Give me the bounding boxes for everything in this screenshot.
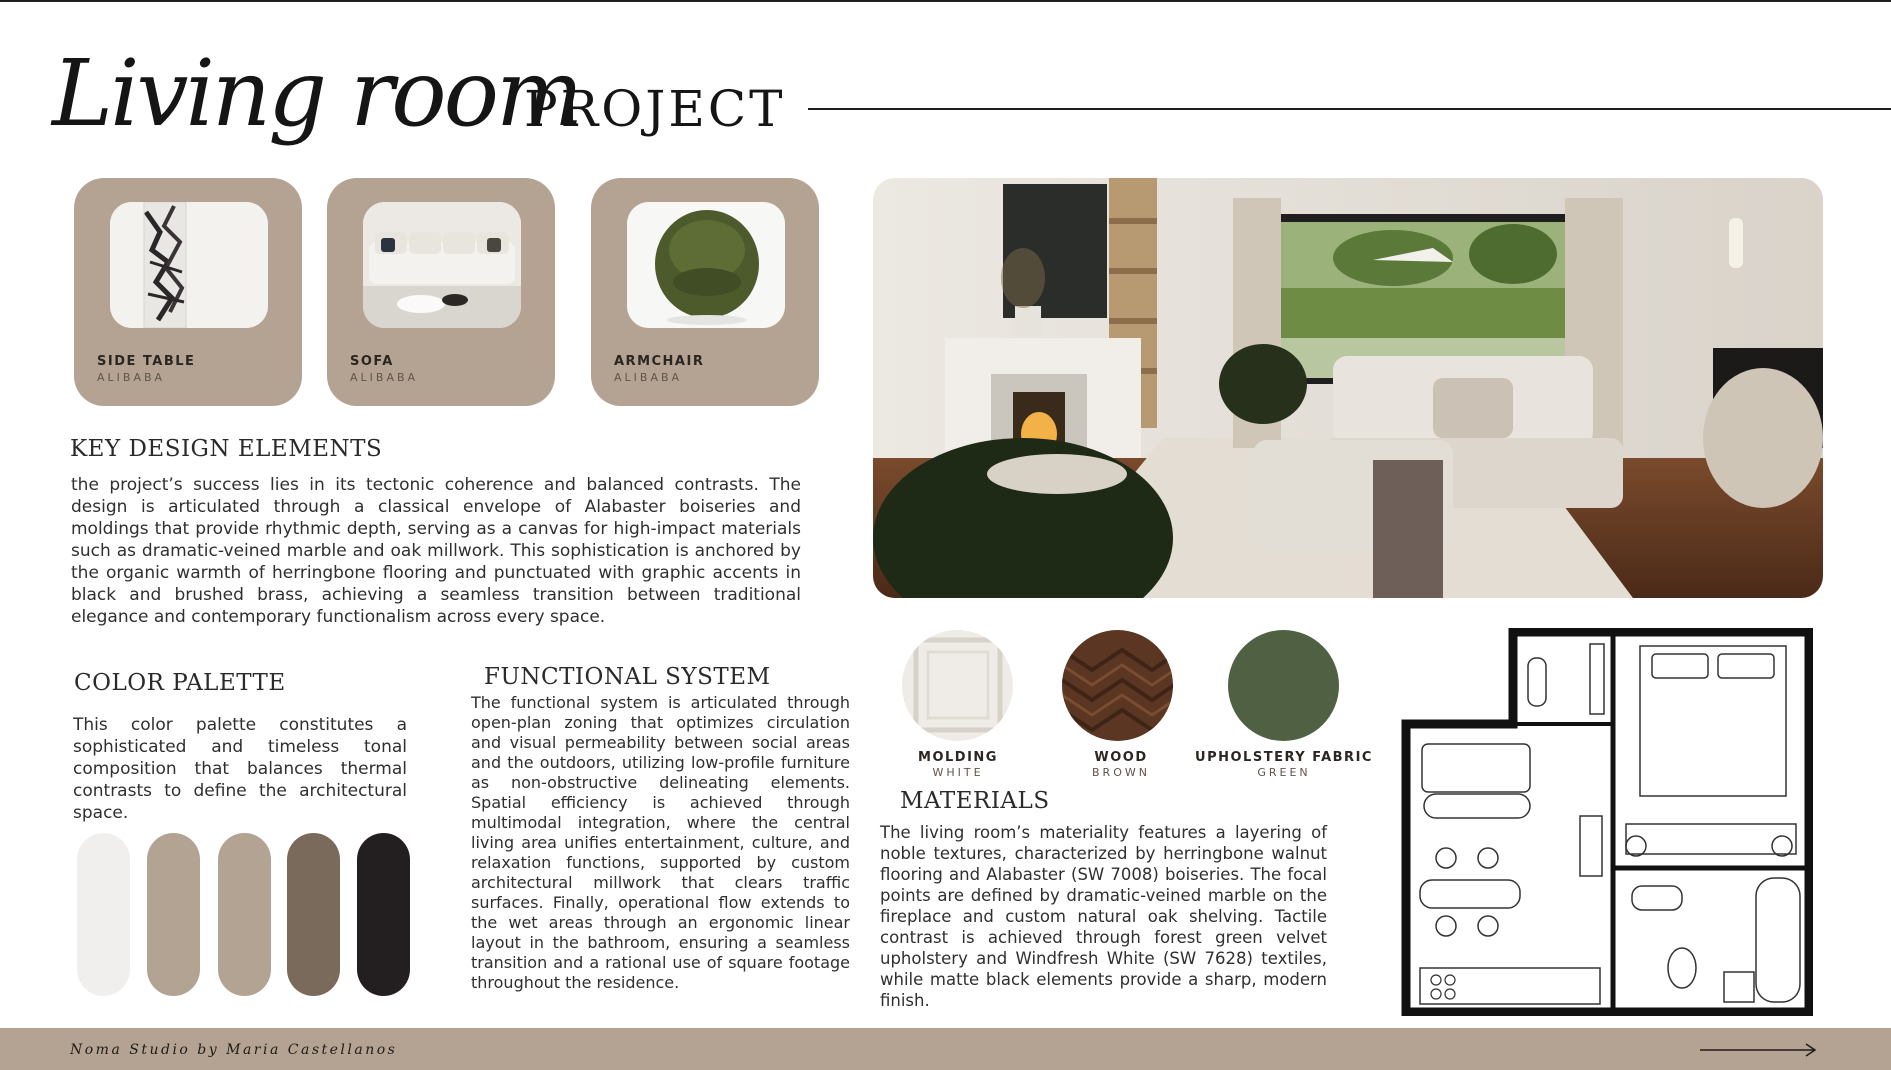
wood-swatch: [1062, 630, 1173, 741]
palette-swatch: [357, 833, 410, 996]
product-name: SOFA: [350, 354, 394, 369]
floor-plan: [1400, 628, 1813, 1016]
studio-brand: Noma Studio by Maria Castellanos: [70, 1042, 398, 1058]
page-title-script: Living room: [52, 40, 581, 147]
product-card-side-table[interactable]: [74, 178, 302, 406]
top-rule: [0, 0, 1891, 2]
materials-heading: MATERIALS: [900, 788, 1050, 814]
product-name: SIDE TABLE: [97, 354, 196, 369]
product-vendor: ALIBABA: [350, 371, 419, 384]
page-title-caps: PROJECT: [524, 80, 786, 138]
title-rule: [808, 108, 1891, 110]
material-tone: BROWN: [1092, 766, 1150, 779]
materials-text: The living room’s materiality features a layering of noble textures, characterized by herringbone walnut flooring and Alabaster (SW 7008) boiseries. The focal points are defined by dramatic-veined marble on the fireplace and custom natural oak shelving. Tactile contrast is achieved through forest green velvet upholstery and Windfresh White (SW 7628) textiles, while matte black elements provide a sharp, modern finish.: [880, 823, 1327, 1010]
product-card-armchair[interactable]: [591, 178, 819, 406]
material-name: WOOD: [1094, 750, 1148, 765]
product-name: ARMCHAIR: [614, 354, 705, 369]
palette-swatch: [147, 833, 200, 996]
functional-system-heading: FUNCTIONAL SYSTEM: [484, 664, 771, 690]
product-card-sofa[interactable]: [327, 178, 555, 406]
material-tone: WHITE: [932, 766, 984, 779]
material-name: MOLDING: [918, 750, 998, 765]
living-room-render: [873, 178, 1823, 598]
key-design-heading: KEY DESIGN ELEMENTS: [70, 436, 383, 462]
footer-bar: [0, 1028, 1891, 1070]
functional-system-text: The functional system is articulated through open-plan zoning that optimizes circulation and visual permeability between social areas and the outdoors, utilizing low-profile furniture as non-obstructive delineating elements. Spatial efficiency is achieved through multimodal integration, where the central living area unifies entertainment, culture, and relaxation functions, supported by custom architectural millwork that clears traffic surfaces. Finally, operational flow extends to the wet areas through an ergonomic linear layout in the bathroom, ensuring a seamless transition and a rational use of square footage throughout the residence.: [471, 693, 850, 992]
side-table-image: [110, 202, 268, 328]
molding-swatch: [902, 630, 1013, 741]
key-design-text: the project’s success lies in its tectonic coherence and balanced contrasts. The design is articulated through a classical envelope of Alabaster boiseries and moldings that provide rhythmic depth, serving as a canvas for high-impact materials such as dramatic-veined marble and oak millwork. This sophistication is anchored by the organic warmth of herringbone flooring and punctuated with graphic accents in black and brushed brass, achieving a seamless transition between traditional elegance and contemporary functionalism across every space.: [71, 475, 801, 627]
upholstery-swatch: [1228, 630, 1339, 741]
palette-swatch: [77, 833, 130, 996]
material-tone: GREEN: [1257, 766, 1311, 779]
color-palette-heading: COLOR PALETTE: [74, 670, 286, 696]
armchair-image: [627, 202, 785, 328]
sofa-image: [363, 202, 521, 328]
product-vendor: ALIBABA: [614, 371, 683, 384]
product-vendor: ALIBABA: [97, 371, 166, 384]
material-name: UPHOLSTERY FABRIC: [1195, 750, 1373, 765]
arrow-right-icon[interactable]: [1700, 1040, 1818, 1060]
color-palette-text: This color palette constitutes a sophisticated and timeless tonal composition that balances thermal contrasts to define the architectural space.: [73, 715, 407, 823]
palette-swatch: [218, 833, 271, 996]
palette-swatch: [287, 833, 340, 996]
